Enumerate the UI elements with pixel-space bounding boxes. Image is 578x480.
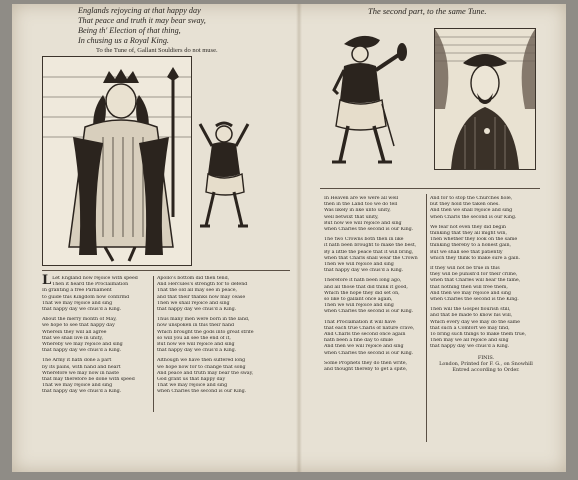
verse-line: And for to stop the Churches hole,: [430, 196, 513, 201]
verse-line: to guide this Kingdom now confirmd: [42, 294, 130, 300]
finis: FINIS.: [477, 354, 495, 361]
king-figure-icon: [43, 57, 191, 265]
verse-line: Therefore it hath been long ago,: [324, 278, 402, 284]
stanza: [157, 358, 291, 395]
right-column-1: [324, 196, 424, 377]
verse-line: that happy day we chus'd a King.: [157, 348, 237, 354]
stanza: [324, 320, 424, 357]
verse-line: and that their thanks now may cease: [157, 294, 246, 300]
verse-line: Wherein they will all agree: [42, 329, 107, 335]
woodcut-portrait: [434, 28, 536, 170]
verse-line: Then it heard the Proclaimation: [52, 282, 129, 288]
stanza: [157, 276, 291, 313]
portrait-figure-icon: [435, 29, 535, 169]
verse-line: they will be punish'd for their crime,: [430, 272, 518, 278]
verse-line: hath been a fine day to smile: [324, 338, 393, 344]
verse-line: Then whether they look on the same: [430, 237, 518, 243]
verse-line: But now we will rejoice and sing: [324, 220, 402, 226]
verse-line: and that be made to know his will,: [430, 313, 513, 319]
title-line: Being th' Election of that thing,: [78, 26, 181, 35]
verse-line: The Army it hath done a part: [42, 358, 112, 364]
verse-line: that happy day we chus'd a King.: [42, 389, 122, 395]
verse-line: that each true Charls of nature crave,: [324, 325, 415, 331]
verse-line: that may therefore be done with speed: [42, 377, 135, 383]
stanza: [324, 237, 424, 274]
verse-line: when that Charles will hear the fame,: [430, 278, 521, 284]
verse-line: that happy day we chus'd a King.: [324, 268, 404, 274]
stanza: [324, 196, 424, 233]
verse-line: when Charles the second is our King.: [324, 227, 414, 233]
verse-line: so like to gallant once again,: [324, 297, 393, 303]
verse-line: now unspoken in this their hand: [157, 323, 235, 329]
divider: [320, 188, 540, 189]
verse-line: by its pains, with hand and heart: [42, 364, 121, 370]
verse-line: And Hercules's strength for to defend: [157, 282, 248, 288]
verse-line: we hope to see that happy day: [42, 323, 115, 329]
verse-line: In Heaven are we were all well: [324, 196, 399, 201]
verse-line: and all those that did think it good,: [324, 284, 408, 290]
stanza: [430, 307, 542, 350]
verse-line: so will you all see the end of it,: [157, 335, 231, 341]
verse-line: when Charles the second is our King.: [157, 389, 247, 395]
verse-line: Which brought the gods into great strife: [157, 329, 254, 335]
verse-line: And then we shall rejoice and sing: [430, 208, 513, 214]
verse-line: that happy day we chus'd a King.: [430, 344, 510, 350]
column-divider: [153, 276, 154, 412]
verse-line: that such a Comfort we may find,: [430, 325, 510, 331]
verse-line: Although we have then suffered long: [157, 358, 246, 364]
woodcut-dancer: [190, 112, 260, 232]
verse-line: thinking thereby to a honest gain,: [430, 243, 511, 249]
verse-line: That the old all may see in peace,: [157, 288, 238, 294]
verse-line: well betwixt that unity,: [324, 214, 379, 220]
column-divider: [426, 194, 427, 442]
verse-line: we hope now for to change that song: [157, 364, 246, 370]
stanza: [324, 278, 424, 315]
verse-line: By a little the peace that it will bring,: [324, 249, 414, 255]
stanza: [324, 361, 424, 373]
tune-line: To the Tune of, Gallant Souldiers do not muse.: [96, 47, 218, 54]
verse-line: But we shall see that patiently: [430, 249, 503, 255]
title-line: In chusing us a Royal King.: [78, 36, 169, 45]
ballad-title: [78, 6, 288, 56]
verse-line: when Charls the second is our King.: [430, 214, 517, 220]
verse-line: Thus many men were born in the land,: [157, 317, 250, 323]
broadside-sheet: [12, 4, 566, 472]
verse-line: Which the hope they did set on,: [324, 290, 400, 296]
verse-line: Some Prophets they do then write,: [324, 360, 408, 366]
verse-line: and thought thereby to get a spite,: [324, 367, 408, 373]
verse-line: And Charls the second once again: [324, 332, 406, 338]
verse-line: That we may rejoice and sing: [42, 383, 113, 389]
stanza: [42, 273, 152, 313]
dancer-figure-icon: [190, 112, 260, 232]
verse-line: Then may we all rejoice and sing: [430, 338, 509, 344]
stanza: [42, 358, 152, 395]
verse-line: The two Crowns both then in like: [324, 237, 404, 243]
verse-line: If they will not be true in this: [430, 266, 500, 272]
stanza: [430, 196, 542, 221]
verse-line: And peace and truth may bear the sway,: [157, 370, 254, 376]
verse-line: Was likely in like unto unity,: [324, 208, 391, 214]
verse-line: that nothing then will free them,: [430, 284, 508, 290]
verse-line: that happy day we chus'd a King.: [157, 307, 237, 313]
verse-line: That we may rejoice and sing: [157, 383, 228, 389]
right-column-2: [430, 196, 542, 374]
verse-line: when that Charls shall wear the Crown: [324, 255, 418, 261]
verse-line: To bring such things to make them true,: [430, 332, 527, 338]
verse-line: it hath been brought to make the best,: [324, 243, 417, 249]
verse-line: Let England now rejoice with speed: [52, 276, 138, 281]
woodcut-cavalier: [322, 30, 408, 170]
verse-line: that we shall live in unity,: [42, 335, 103, 341]
verse-line: thinking that they all might win,: [430, 231, 507, 237]
woodcut-king: [42, 56, 192, 266]
verse-line: Wherefore we may now in haste: [42, 370, 119, 376]
verse-line: that happy day we chus'd a King.: [42, 348, 122, 354]
verse-line: But now we will rejoice and sing: [157, 342, 235, 348]
verse-line: Which every day we may do the same: [430, 319, 520, 325]
title-line: That peace and truth it may bear sway,: [78, 16, 206, 25]
verse-line: Whereby we may rejoice and sing: [42, 342, 123, 348]
verse-line: Apollo's bottom did then tend,: [157, 276, 230, 281]
left-column-1: [42, 273, 152, 400]
verse-line: About the merry month of May,: [42, 317, 117, 323]
verse-line: That we may rejoice and sing: [42, 300, 113, 306]
cavalier-figure-icon: [322, 30, 408, 170]
verse-line: then in the Land too we do tell: [324, 202, 398, 208]
divider: [42, 270, 290, 271]
drop-cap: L: [42, 273, 52, 288]
verse-line: but they hold the taken ones.: [430, 202, 500, 208]
verse-line: We fear not even they did begin: [430, 224, 506, 230]
verse-line: when Charles the second is our King.: [324, 350, 414, 356]
verse-line: Then we will rejoice and sing: [324, 303, 394, 309]
verse-line: when Charles the second is our King.: [324, 309, 414, 315]
verse-line: And then we may rejoice and sing: [430, 290, 511, 296]
stanza: [42, 317, 152, 354]
verse-line: which they think to make sure a gain.: [430, 255, 521, 261]
verse-line: that happy day we chus'd a King.: [42, 307, 122, 313]
second-part-title: The second part, to the same Tune.: [368, 6, 487, 16]
verse-line: Then we shall rejoice and sing: [157, 300, 230, 306]
stanza: [430, 225, 542, 262]
verse-line: That Proclamation it will have: [324, 319, 396, 325]
stanza: [430, 266, 542, 303]
imprint-line: London, Printed for F. G., on Snowhill: [439, 360, 533, 367]
verse-line: when Charles the second is the King.: [430, 297, 519, 303]
verse-line: In granting a free Parliament: [42, 288, 112, 294]
verse-line: And then we will rejoice and sing: [324, 344, 404, 350]
stanza: [157, 317, 291, 354]
verse-line: God grant us that happy day: [157, 377, 226, 383]
verse-line: Then we will rejoice and sing: [324, 262, 394, 268]
left-column-2: [157, 276, 291, 400]
imprint-line: Entred according to Order.: [452, 367, 520, 374]
verse-line: Then will the Gospel flourish still,: [430, 307, 511, 313]
title-line: Englands rejoycing at that happy day: [78, 6, 201, 15]
